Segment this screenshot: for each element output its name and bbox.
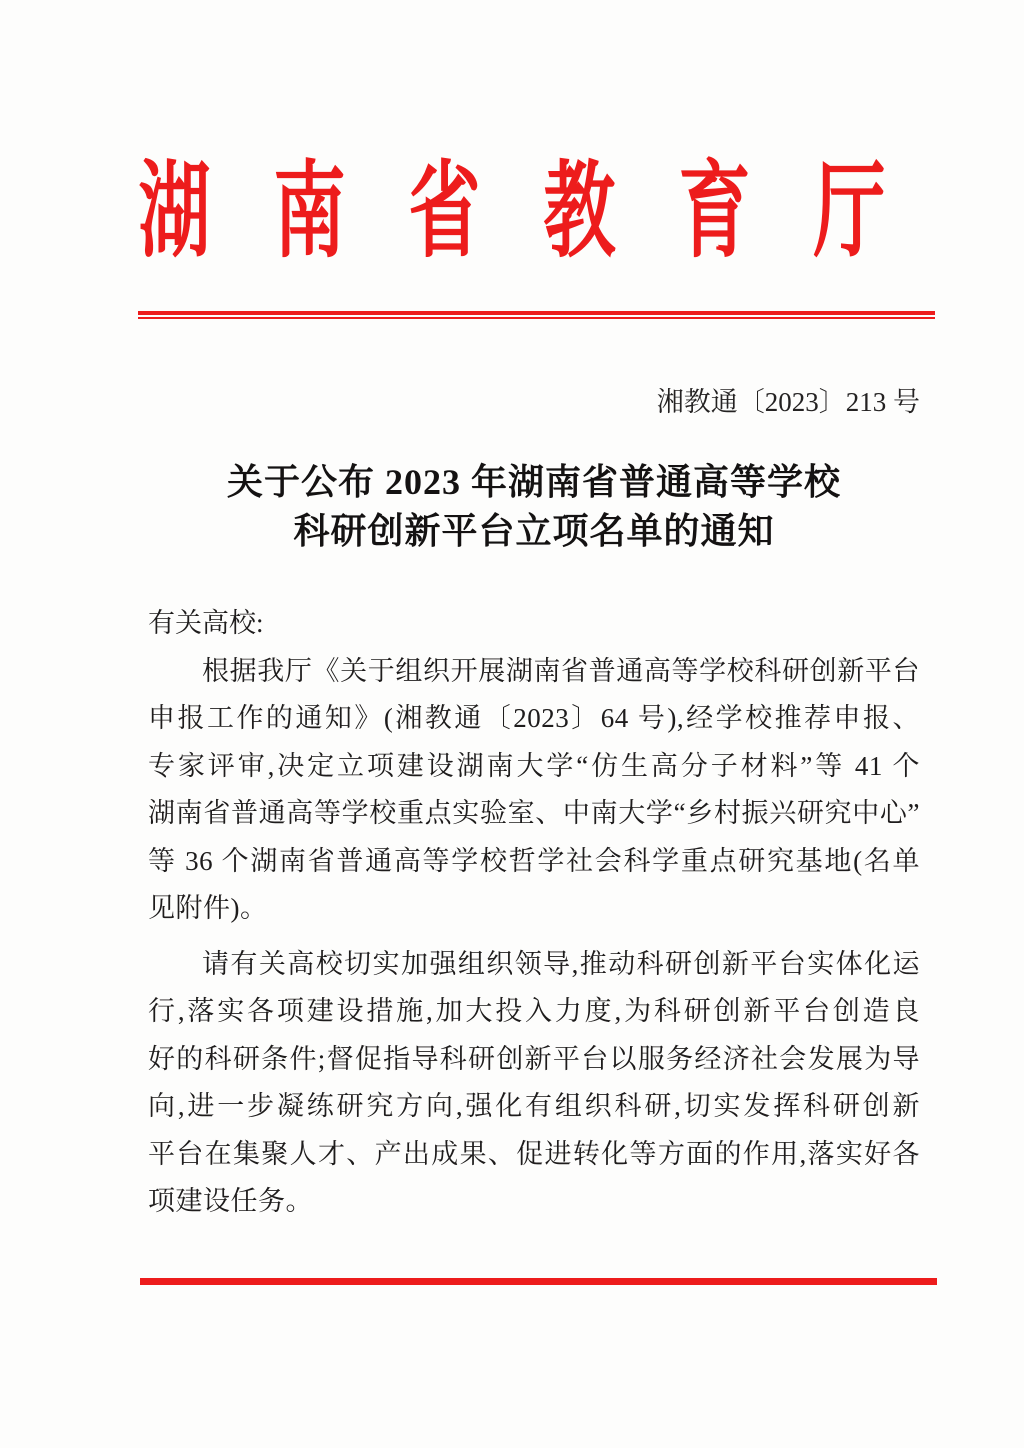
body-line: 等 36 个湖南省普通高等学校哲学社会科学重点研究基地(名单 <box>148 845 920 876</box>
double-rule-thin-line <box>138 317 935 319</box>
body-line: 平台在集聚人才、产出成果、促进转化等方面的作用,落实好各 <box>148 1138 920 1169</box>
paragraph <box>148 648 920 933</box>
notice-title <box>148 458 920 556</box>
double-rule <box>138 311 935 319</box>
body-line: 申报工作的通知》(湘教通〔2023〕64 号),经学校推荐申报、 <box>148 703 920 733</box>
body-line: 好的科研条件;督促指导科研创新平台以服务经济社会发展为导 <box>148 1043 920 1074</box>
double-rule-thick-line <box>138 311 935 315</box>
notice-title-line-2: 科研创新平台立项名单的通知 <box>293 511 775 551</box>
salutation: 有关高校: <box>148 608 264 638</box>
body-line: 向,进一步凝练研究方向,强化有组织科研,切实发挥科研创新 <box>148 1091 920 1121</box>
body-line: 见附件)。 <box>148 893 268 923</box>
body-paragraphs <box>148 648 920 1226</box>
body-line: 请有关高校切实加强组织领导,推动科研创新平台实体化运 <box>202 948 920 979</box>
body-line: 专家评审,决定立项建设湖南大学“仿生高分子材料”等 41 个 <box>148 750 920 781</box>
document-content <box>148 389 920 1226</box>
body-line: 项建设任务。 <box>148 1186 313 1216</box>
letterhead-title: 湖南省教育厅 <box>138 154 949 270</box>
body-line: 根据我厅《关于组织开展湖南省普通高等学校科研创新平台 <box>202 655 920 686</box>
letterhead <box>0 154 1024 270</box>
body-line: 湖南省普通高等学校重点实验室、中南大学“乡村振兴研究中心” <box>148 798 920 828</box>
doc-number: 湘教通〔2023〕213 号 <box>656 387 920 417</box>
notice-title-line-1: 关于公布 2023 年湖南省普通高等学校 <box>226 462 841 502</box>
bottom-rule <box>140 1278 937 1285</box>
paragraph <box>148 941 920 1226</box>
body-line: 行,落实各项建设措施,加大投入力度,为科研创新平台创造良 <box>148 996 920 1026</box>
